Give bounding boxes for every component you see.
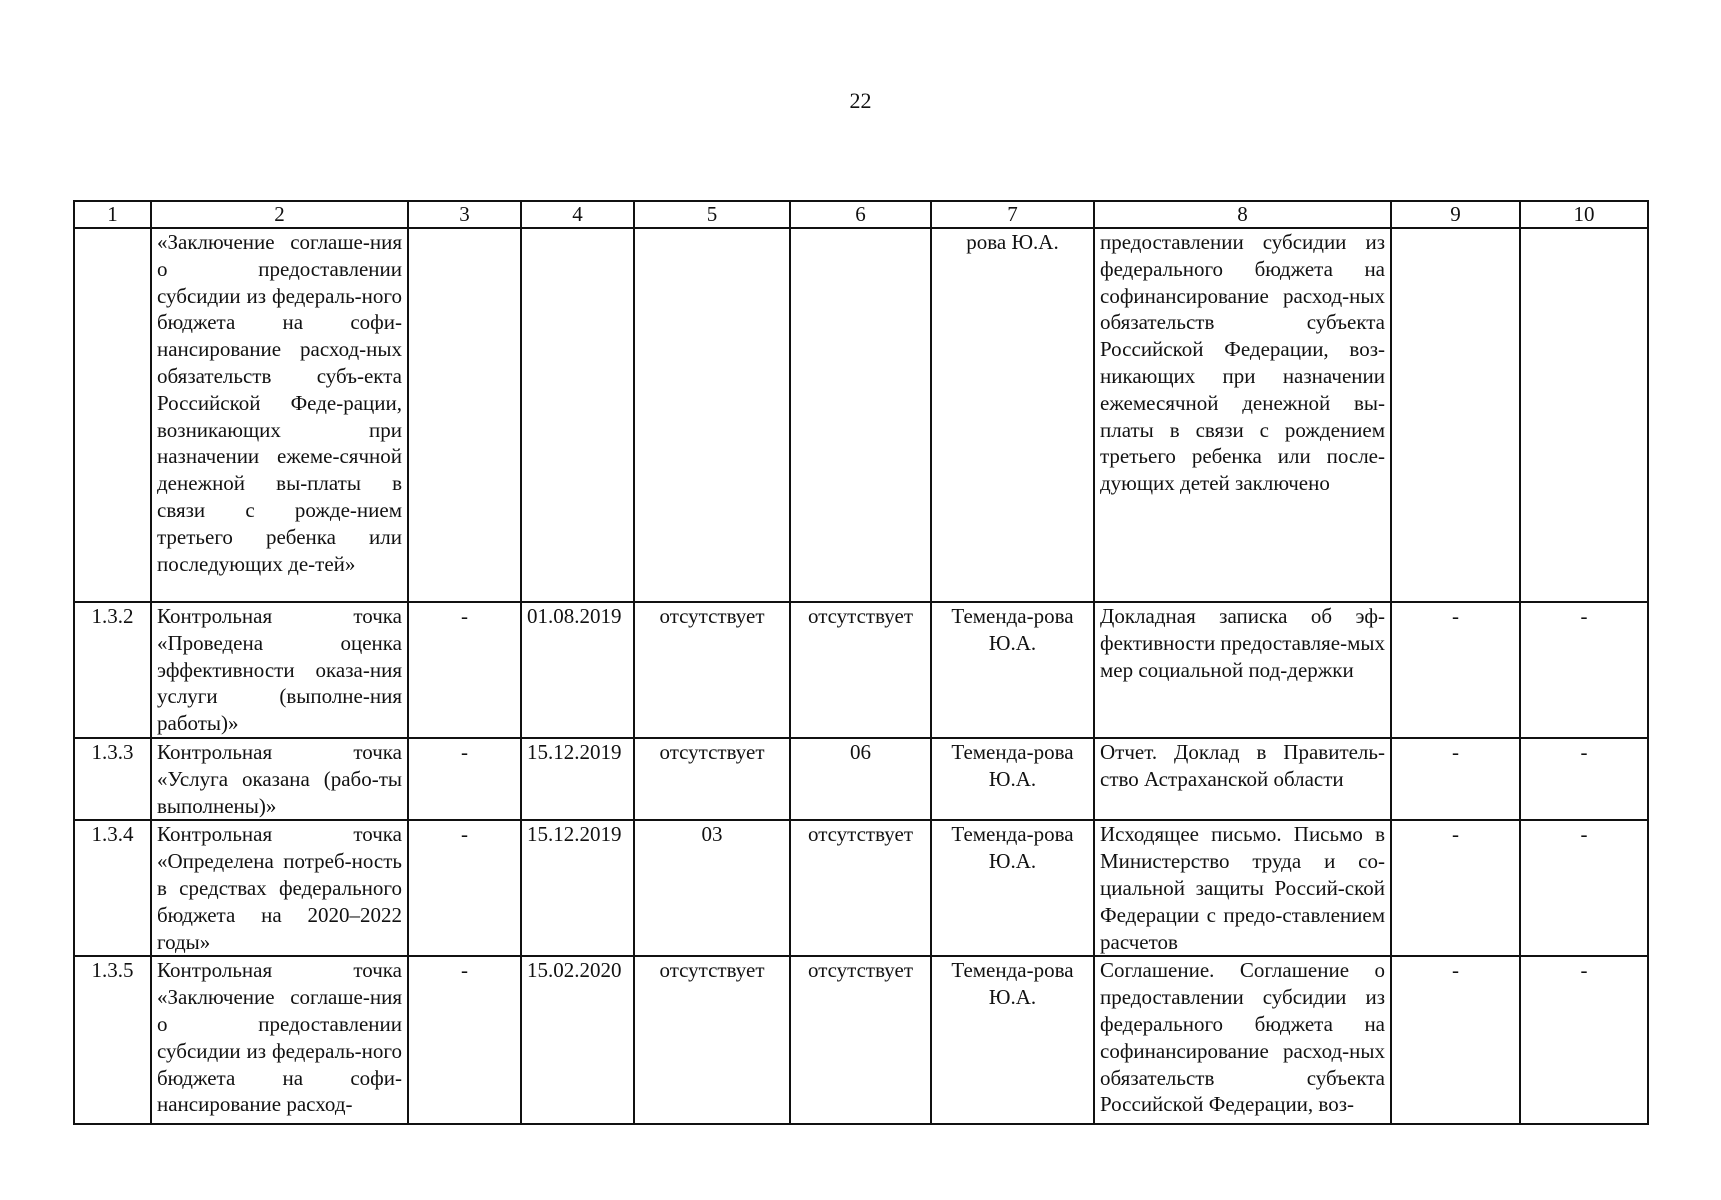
column-header-5: 5 [634, 201, 790, 228]
column-header-6: 6 [790, 201, 931, 228]
column-3-value: - [408, 602, 521, 738]
event-name: «Заключение соглаше-ния о предоставлении субсидии из федераль-ного бюджета на софи-нансирование расход-ных обязательств субъ-екта Российской Феде-рации, возникающих при назначении ежеме-сячной денежной вы-платы в связи с рожде-нием третьего ребенка или последующих де-тей» [151, 228, 408, 602]
column-5-value: 03 [634, 820, 790, 956]
header-row [74, 201, 1648, 228]
column-header-9: 9 [1391, 201, 1520, 228]
column-3-value: - [408, 738, 521, 820]
column-header-8: 8 [1094, 201, 1391, 228]
column-6-value: отсутствует [790, 602, 931, 738]
due-date [521, 228, 634, 602]
result-description: Соглашение. Соглашение о предоставлении субсидии из федерального бюджета на софинансирование расход-ных обязательств субъекта Российской Федерации, воз- [1094, 956, 1391, 1124]
column-header-2: 2 [151, 201, 408, 228]
responsible-person: Теменда-рова Ю.А. [931, 602, 1094, 738]
result-description: предоставлении субсидии из федерального бюджета на софинансирование расход-ных обязательств субъекта Российской Федерации, воз-никающих при назначении ежемесячной денежной вы-платы в связи с рождением третьего ребенка или после-дующих детей заключено [1094, 228, 1391, 602]
column-3-value: - [408, 956, 521, 1124]
column-3-value: - [408, 820, 521, 956]
column-6-value: 06 [790, 738, 931, 820]
column-5-value: отсутствует [634, 738, 790, 820]
column-9-value: - [1391, 820, 1520, 956]
event-name: Контрольная точка «Определена потреб-ность в средствах федерального бюджета на 2020–2022 годы» [151, 820, 408, 956]
row-number: 1.3.4 [74, 820, 151, 956]
column-3-value [408, 228, 521, 602]
plan-table [73, 200, 1649, 1125]
event-name: Контрольная точка «Услуга оказана (рабо-ты выполнены)» [151, 738, 408, 820]
responsible-person: Теменда-рова Ю.А. [931, 956, 1094, 1124]
table-row [74, 956, 1648, 1124]
column-10-value: - [1520, 820, 1648, 956]
page-number: 22 [849, 88, 872, 113]
column-10-value: - [1520, 738, 1648, 820]
event-name: Контрольная точка «Заключение соглаше-ния о предоставлении субсидии из федераль-ного бюджета на софи-нансирование расход- [151, 956, 408, 1124]
row-number: 1.3.3 [74, 738, 151, 820]
column-6-value: отсутствует [790, 956, 931, 1124]
due-date: 15.02.2020 [521, 956, 634, 1124]
table-row [74, 820, 1648, 956]
column-5-value: отсутствует [634, 956, 790, 1124]
result-description: Отчет. Доклад в Правитель-ство Астраханской области [1094, 738, 1391, 820]
responsible-person: Теменда-рова Ю.А. [931, 820, 1094, 956]
column-9-value: - [1391, 738, 1520, 820]
column-10-value: - [1520, 602, 1648, 738]
due-date: 15.12.2019 [521, 738, 634, 820]
column-6-value: отсутствует [790, 820, 931, 956]
column-header-4: 4 [521, 201, 634, 228]
due-date: 15.12.2019 [521, 820, 634, 956]
column-5-value: отсутствует [634, 602, 790, 738]
column-9-value: - [1391, 956, 1520, 1124]
row-number: 1.3.5 [74, 956, 151, 1124]
row-number [74, 228, 151, 602]
column-10-value [1520, 228, 1648, 602]
column-10-value: - [1520, 956, 1648, 1124]
event-name: Контрольная точка «Проведена оценка эффективности оказа-ния услуги (выполне-ния работы)» [151, 602, 408, 738]
column-9-value [1391, 228, 1520, 602]
result-description: Исходящее письмо. Письмо в Министерство труда и со-циальной защиты Россий-ской Федерации с предо-ставлением расчетов [1094, 820, 1391, 956]
table-row [74, 228, 1648, 602]
table-row [74, 738, 1648, 820]
result-description: Докладная записка об эф-фективности предоставляе-мых мер социальной под-держки [1094, 602, 1391, 738]
column-header-1: 1 [74, 201, 151, 228]
column-9-value: - [1391, 602, 1520, 738]
column-6-value [790, 228, 931, 602]
column-5-value [634, 228, 790, 602]
due-date: 01.08.2019 [521, 602, 634, 738]
column-header-7: 7 [931, 201, 1094, 228]
row-number: 1.3.2 [74, 602, 151, 738]
table-row [74, 602, 1648, 738]
responsible-person: Теменда-рова Ю.А. [931, 738, 1094, 820]
column-header-10: 10 [1520, 201, 1648, 228]
responsible-person: рова Ю.А. [931, 228, 1094, 602]
column-header-3: 3 [408, 201, 521, 228]
